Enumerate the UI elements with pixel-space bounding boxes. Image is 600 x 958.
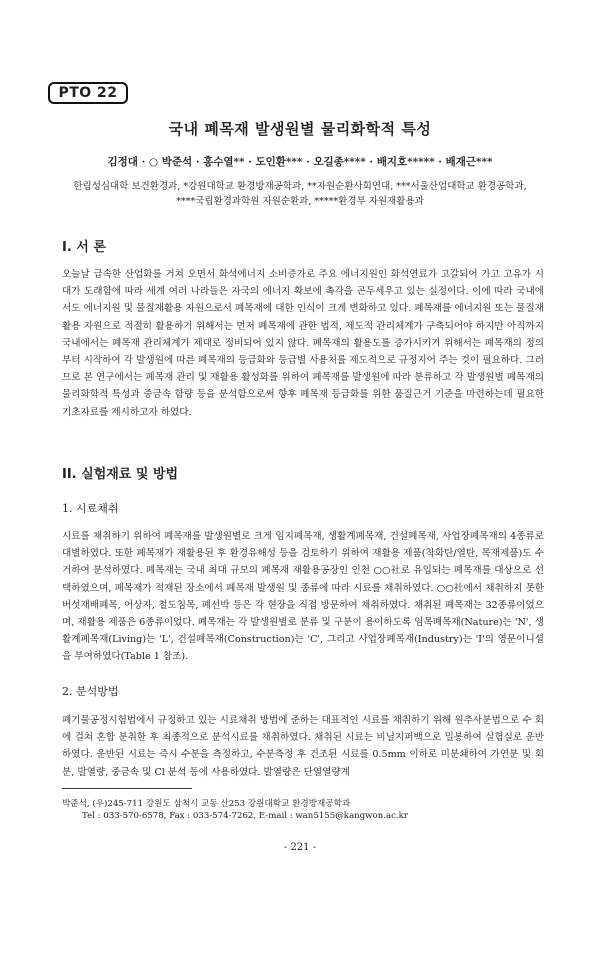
session-badge: PTO 22	[48, 82, 128, 104]
footnote-address: 박준석, (우)245-711 강원도 삼척시 교동 산253 강원대학교 환경방재공학과	[62, 799, 351, 809]
analysis-paragraph: 폐기물공정시험법에서 규정하고 있는 시료채취 방법에 준하는 대표적인 시료를 채취하기 위해 원추사분법으로 수 회에 걸쳐 혼합 분취한 후 최종적으로 분석시료를 채취하였다. 채취된 시료는 비닐지퍼백으로 밀봉하여 실험실로 운반하였다. 운반된 시료는 즉시 수분을 측정하고, 수분측정 후 건조된 시료를 0.5mm 이하로 미분쇄하여 가연분 및 회분, 발열량, 중금속 및 Cl 분석 등에 사용하였다. 발열량은 단열열량계	[62, 715, 544, 778]
sampling-paragraph: 시료를 채취하기 위하여 폐목재를 발생원별로 크게 임지폐목재, 생활계폐목재, 건설폐목재, 사업장폐목재의 4종류로 대별하였다. 또한 폐목재가 재활용된 후 환경유해성 등을 검토하기 위하여 재활용 제품(착화탄/열탄, 목재제품)도 수거하여 분석하였다. 폐목재는 국내 최대 규모의 폐목재 재활용공장인 인천 ○○社로 유입되는 폐목재를 대상으로 선택하였으며, 폐목재가 적재된 장소에서 폐목재 발생원 및 종류에 따라 시료를 채취하였다. ○○社에서 채취하지 못한 버섯재배폐목, 어상자, 철도침목, 폐선박 등은 각 현장을 직접 방문하여 채취하였다. 채취된 폐목재는 32종류이었으며, 재활용 제품은 6종류이었다. 폐목재는 각 발생원별로 분류 및 구분이 용이하도록 임목폐목재(Nature)는 'N', 생활계폐목재(Living)는 'L', 건설폐목재(Construction)는 'C', 그리고 사업장폐목재(Industry)는 'I'의 영문이니셜을 부여하였다(Table 1 참조).	[62, 531, 544, 663]
subsection-heading-analysis: 2. 분석방법	[62, 685, 119, 698]
paper-title: 국내 폐목재 발생원별 물리화학적 특성	[168, 120, 432, 138]
page-number: - 221 -	[283, 842, 317, 853]
footnote-divider	[62, 788, 192, 789]
affiliation-line-1: 한림성심대학 보건환경과, *강원대학교 환경방재공학과, **자원순환사회연대, ***서울산업대학교 환경공학과,	[73, 181, 527, 192]
affiliation-line-2: ****국립환경과학원 자원순환과, *****환경부 자원재활용과	[176, 196, 424, 207]
introduction-paragraph: 오늘날 급속한 산업화를 거쳐 오면서 화석에너지 소비증가로 주요 에너지원인 화석연료가 고갈되어 가고 고유가 시대가 도래함에 따라 세계 여러 나라들은 자국의 에너지 확보에 촉각을 곤두세우고 있는 실정이다. 이에 따라 국내에서도 에너지원 및 물질재활용 자원으로서 폐목재에 대한 인식이 크게 변화하고 있다. 폐목재를 에너지원 또는 물질재활용 자원으로 적절히 활용하기 위해서는 먼저 폐목재에 관한 법적, 제도적 관리체계가 구축되어야 하지만 아직까지 국내에서는 폐목재 관리체계가 제대로 정비되어 있지 않다. 폐목재의 활용도를 증가시키기 위해서는 폐목재의 정의부터 시작하여 각 발생원에 따른 폐목재의 등급화와 등급별 사용처를 제도적으로 규정지어 주는 것이 필요하다. 그러므로 본 연구에서는 폐목재 관리 및 재활용 활성화를 위하여 폐목재를 발생원에 따라 분류하고 각 발생원별 폐목재의 물리화학적 특성과 중금속 함량 등을 분석함으로써 향후 폐목재 등급화를 위한 품질근거 기준을 마련하는데 필요한 기초자료를 제시하고자 하였다.	[62, 269, 544, 418]
section-heading-methods: II. 실험재료 및 방법	[62, 467, 179, 482]
subsection-heading-sampling: 1. 시료채취	[62, 502, 119, 515]
footnote-contact: Tel : 033-570-6578, Fax : 033-574-7262, E-mail : wan5155@kangwon.ac.kr	[82, 811, 408, 821]
author-list: 김정대 · ○ 박준석 · 홍수열** · 도인환*** · 오길종**** · 배지호***** · 배재근***	[107, 156, 493, 168]
section-heading-introduction: I. 서 론	[62, 240, 106, 255]
